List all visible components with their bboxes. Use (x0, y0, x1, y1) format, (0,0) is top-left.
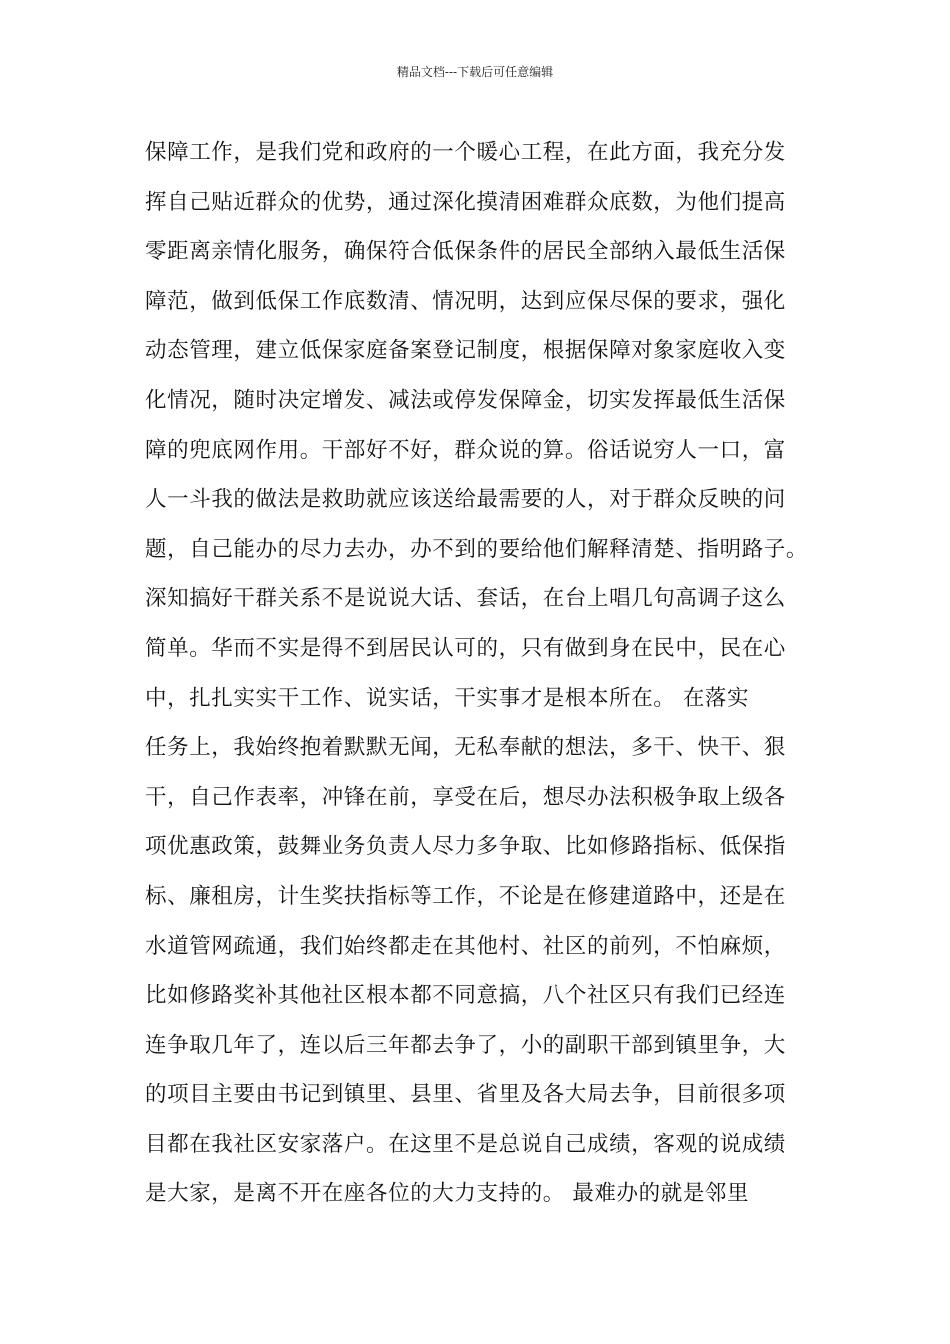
body-line: 保障工作，是我们党和政府的一个暖心工程，在此方面，我充分发 (145, 140, 786, 165)
body-line: 化情况，随时决定增发、减法或停发保障金，切实发挥最低生活保 (145, 387, 786, 413)
body-line: 连争取几年了，连以后三年都去争了，小的副职干部到镇里争，大 (145, 1032, 786, 1058)
body-line: 的项目主要由书记到镇里、县里、省里及各大局去争，目前很多项 (145, 1082, 786, 1108)
body-line: 简单。华而不实是得不到居民认可的，只有做到身在民中，民在心 (145, 635, 786, 661)
body-line: 深知搞好干群关系不是说说大话、套话，在台上唱几句高调子这么 (145, 586, 786, 612)
body-line: 标、廉租房，计生奖扶指标等工作，不论是在修建道路中，还是在 (145, 883, 786, 909)
body-line: 题，自己能办的尽力去办，办不到的要给他们解释清楚、指明路子。 (145, 536, 809, 562)
body-line: 挥自己贴近群众的优势，通过深化摸清困难群众底数，为他们提高 (145, 189, 786, 215)
page-header: 精品文档---下载后可任意编辑 (396, 65, 554, 79)
body-line: 比如修路奖补其他社区根本都不同意搞，八个社区只有我们已经连 (145, 983, 786, 1009)
body-line: 干，自己作表率，冲锋在前，享受在后，想尽办法积极争取上级各 (145, 784, 786, 810)
body-line: 水道管网疏通，我们始终都走在其他村、社区的前列，不怕麻烦， (145, 933, 786, 959)
body-line: 项优惠政策，鼓舞业务负责人尽力多争取、比如修路指标、低保指 (145, 834, 786, 860)
body-line: 障范，做到低保工作底数清、情况明，达到应保尽保的要求，强化 (145, 288, 786, 314)
body-line: 任务上，我始终抱着默默无闻，无私奉献的想法，多干、快干、狠 (145, 735, 786, 761)
body-line: 目都在我社区安家落户。在这里不是总说自己成绩，客观的说成绩 (145, 1131, 786, 1157)
body-line: 零距离亲情化服务，确保符合低保条件的居民全部纳入最低生活保 (145, 239, 786, 265)
body-line: 中，扎扎实实干工作、说实话，干实事才是根本所在。 在落实 (145, 685, 750, 711)
body-line: 障的兜底网作用。干部好不好，群众说的算。俗话说穷人一口，富 (145, 437, 786, 463)
body-line: 是大家，是离不开在座各位的大力支持的。 最难办的就是邻里 (145, 1181, 750, 1207)
body-line: 人一斗我的做法是救助就应该送给最需要的人，对于群众反映的问 (145, 487, 786, 513)
body-line: 动态管理，建立低保家庭备案登记制度，根据保障对象家庭收入变 (145, 338, 786, 364)
document-body (145, 128, 825, 1219)
